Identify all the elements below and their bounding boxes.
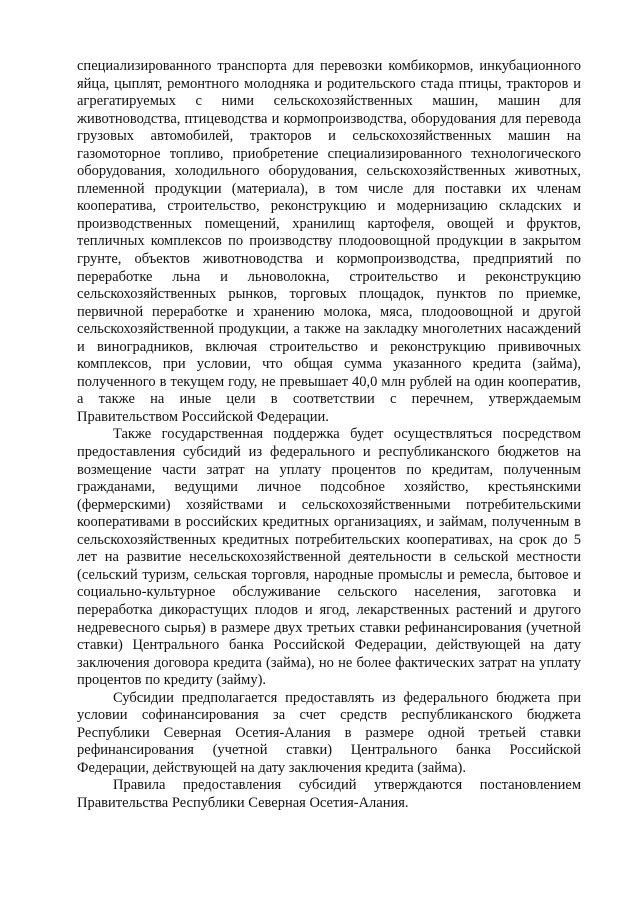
paragraph-continuation: специализированного транспорта для перевозки комбикормов, инкубационного яйца, цыплят, ремонтного молодняка и родительского стада птицы, тракторов и агрегатируемых с ними сельскохозяйственных машин, машин для животноводства, птицеводства и кормопроизводства, оборудования для перевода грузовых автомобилей, тракторов и сельскохозяйственных машин на газомоторное топливо, приобретение специализированного технологического оборудования, холодильного оборудования, сельскохозяйственных животных, племенной продукции (материала), в том числе для поставки их членам кооператива, строительство, реконструкцию и модернизацию складских и производственных помещений, хранилищ картофеля, овощей и фруктов, тепличных комплексов по производству плодоовощной продукции в закрытом грунте, объектов животноводства и кормопроизводства, предприятий по переработке льна и льноволокна, строительство и реконструкцию сельскохозяйственных рынков, торговых площадок, пунктов по приемке, первичной переработке и хранению молока, мяса, плодоовощной и другой сельскохозяйственной продукции, а также на закладку многолетних насаждений и виноградников, включая строительство и реконструкцию прививочных комплексов, при условии, что общая сумма указанного кредита (займа), полученного в текущем году, не превышает 40,0 млн рублей на один кооператив, а также на иные цели в соответствии с перечнем, утверждаемым Правительством Российской Федерации. [77,58,581,425]
paragraph-rules: Правила предоставления субсидий утверждаются постановлением Правительства Республики Северная Осетия-Алания. [77,777,581,811]
paragraph-subsidies: Субсидии предполагается предоставлять из федерального бюджета при условии софинансирования за счет средств республиканского бюджета Республики Северная Осетия-Алания в размере одной третьей ставки рефинансирования (учетной ставки) Центрального банка Российской Федерации, действующей на дату заключения кредита (займа). [77,689,581,776]
paragraph-state-support: Также государственная поддержка будет осуществляться посредством предоставления субсидий из федерального и республиканского бюджетов на возмещение части затрат на уплату процентов по кредитам, полученным гражданами, ведущими личное подсобное хозяйство, крестьянскими (фермерскими) хозяйствами и сельскохозяйственными потребительскими кооперативами в российских кредитных организациях, и займам, полученным в сельскохозяйственных кредитных потребительских кооперативах, на срок до 5 лет на развитие несельскохозяйственной деятельности в сельской местности (сельский туризм, сельская торговля, народные промыслы и ремесла, бытовое и социально-культурное обслуживание сельского населения, заготовка и переработка дикорастущих плодов и ягод, лекарственных растений и другого недревесного сырья) в размере двух третьих ставки рефинансирования (учетной ставки) Центрального банка Российской Федерации, действующей на дату заключения договора кредита (займа), но не более фактических затрат на уплату процентов по кредиту (займу). [77,426,581,689]
document-page [77,58,581,813]
